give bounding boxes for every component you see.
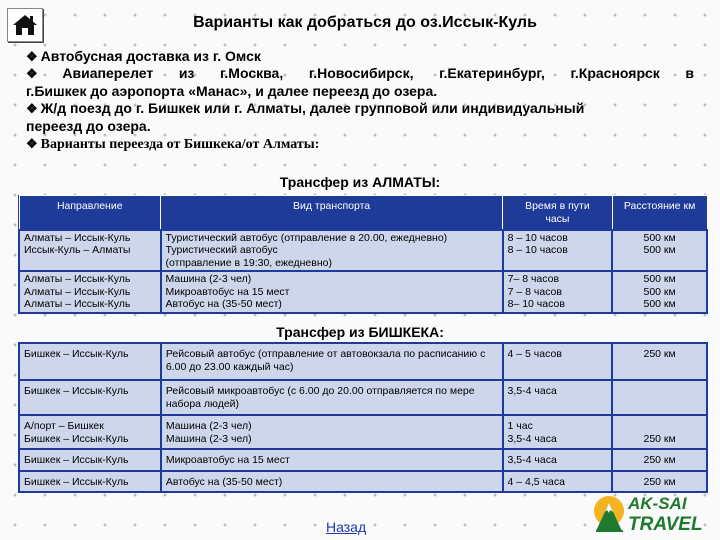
- cell-line: Алматы – Иссык-Куль: [24, 231, 131, 244]
- cell-distance: [612, 415, 707, 449]
- cell-line: 8 – 10 часов: [507, 244, 568, 256]
- intro-item-train-cont: переезд до озера.: [26, 117, 151, 134]
- cell-direction: Бишкек – Иссык-Куль: [19, 380, 161, 415]
- cell-time: 3,5-4 часа: [503, 449, 613, 471]
- cell-line: Туристический автобус: [165, 244, 278, 256]
- page-title: Варианты как добраться до оз.Иссык-Куль: [193, 14, 537, 31]
- cell-transport: Автобус на (35-50 мест): [161, 471, 503, 493]
- cell-line: Микроавтобус на 15 мест: [165, 285, 290, 298]
- diamond-bullet-icon: ❖: [26, 66, 60, 82]
- cell-line: 500 км: [643, 244, 676, 256]
- intro-item-bus: [26, 48, 694, 65]
- cell-direction: Бишкек – Иссык-Куль: [19, 449, 161, 471]
- logo-text-ak-sai: AK-SAI: [628, 494, 687, 513]
- cell-line: 7– 8 часов: [507, 273, 560, 285]
- table-row: [19, 380, 707, 415]
- cell-line: 500 км: [643, 273, 676, 285]
- intro-item-flight-cont: г.Бишкек до аэропорта «Манас», и далее переезд до озера.: [26, 82, 438, 99]
- table-header-row: [19, 196, 707, 230]
- cell-line: Машина (2-3 чел): [165, 432, 252, 445]
- cell-line: Алматы – Иссык-Куль: [24, 285, 131, 298]
- cell-time: 4 – 5 часов: [503, 343, 613, 380]
- cell-time: 4 – 4,5 часа: [503, 471, 613, 493]
- cell-transport: Рейсовый микроавтобус (с 6.00 до 20.00 отправляется по мере набора людей): [161, 380, 503, 415]
- cell-line: Иссык-Куль – Алматы: [24, 244, 131, 256]
- cell-distance: [612, 380, 707, 415]
- cell-distance: [612, 271, 707, 313]
- cell-direction: Бишкек – Иссык-Куль: [19, 343, 161, 380]
- cell-line: 500 км: [643, 285, 676, 298]
- bishkek-title: Трансфер из БИШКЕКА:: [276, 324, 444, 340]
- cell-direction: [19, 415, 161, 449]
- cell-transport: [161, 271, 503, 313]
- logo-text-travel: TRAVEL: [628, 514, 703, 535]
- intro-item-variants: [26, 135, 694, 153]
- cell-line: Машина (2-3 чел): [165, 273, 252, 285]
- intro-list: [26, 48, 694, 153]
- cell-direction: [19, 230, 161, 272]
- cell-distance: 250 км: [612, 343, 707, 380]
- bishkek-table: [18, 342, 708, 493]
- header-time: Время в пути часы: [503, 196, 613, 230]
- table-row: [19, 449, 707, 471]
- intro-text-train: Ж/д поезд до г. Бишкек или г. Алматы, далее групповой или индивидуальный: [40, 100, 585, 117]
- ak-sai-travel-logo: [592, 487, 718, 537]
- cell-line: Бишкек – Иссык-Куль: [24, 432, 129, 445]
- diamond-bullet-icon: ❖: [26, 136, 38, 152]
- cell-transport: [161, 415, 503, 449]
- cell-line: Автобус на (35-50 мест): [165, 298, 282, 310]
- intro-item-train: [26, 100, 694, 117]
- cell-direction: Бишкек – Иссык-Куль: [19, 471, 161, 493]
- cell-transport: Микроавтобус на 15 мест: [161, 449, 503, 471]
- cell-distance: 250 км: [612, 471, 707, 493]
- cell-line: 8 – 10 часов: [507, 231, 568, 244]
- cell-line: 7 – 8 часов: [507, 285, 562, 298]
- cell-time: 3,5-4 часа: [503, 380, 613, 415]
- intro-text-variants: Варианты переезда от Бишкека/от Алматы:: [40, 137, 320, 153]
- intro-text-flight: Авиаперелет из г.Москва, г.Новосибирск, г.Екатеринбург, г.Красноярск в: [62, 65, 695, 82]
- cell-line: 1 час: [507, 420, 533, 432]
- table-row: [19, 271, 707, 313]
- almaty-table: [18, 195, 708, 314]
- intro-item-flight: [26, 65, 694, 82]
- cell-line: 3,5-4 часа: [507, 432, 557, 445]
- cell-line: (отправление в 19:30, ежедневно): [165, 256, 332, 269]
- header-transport: Вид транспорта: [161, 196, 503, 230]
- cell-line: 250 км: [643, 432, 676, 445]
- cell-time: [503, 415, 613, 449]
- cell-distance: 250 км: [612, 449, 707, 471]
- intro-text-bus: Автобусная доставка из г. Омск: [40, 48, 261, 64]
- cell-line: А/порт – Бишкек: [24, 420, 104, 432]
- header-direction: Направление: [19, 196, 161, 230]
- almaty-title: Трансфер из АЛМАТЫ:: [279, 174, 441, 190]
- header-distance: Расстояние км: [612, 196, 707, 230]
- cell-line: Машина (2-3 чел): [165, 420, 252, 432]
- cell-line: 8– 10 часов: [507, 298, 565, 310]
- cell-line: Туристический автобус (отправление в 20.00, ежедневно): [165, 231, 448, 244]
- cell-line: Алматы – Иссык-Куль: [24, 273, 131, 285]
- table-row: [19, 415, 707, 449]
- cell-line: 500 км: [643, 231, 676, 244]
- mountain-logo-icon: [594, 496, 624, 531]
- cell-time: [503, 271, 613, 313]
- cell-line: [617, 420, 702, 433]
- cell-line: 500 км: [643, 298, 676, 310]
- table-row: [19, 230, 707, 272]
- cell-direction: [19, 271, 161, 313]
- diamond-bullet-icon: ❖: [26, 101, 38, 117]
- table-row: [19, 343, 707, 380]
- cell-time: [503, 230, 613, 272]
- back-link[interactable]: Назад: [326, 519, 367, 535]
- cell-distance: [612, 230, 707, 272]
- cell-line: Алматы – Иссык-Куль: [24, 298, 131, 310]
- cell-transport: Рейсовый автобус (отправление от автовокзала по расписанию с 6.00 до 23.00 каждый час): [161, 343, 503, 380]
- cell-transport: [161, 230, 503, 272]
- diamond-bullet-icon: ❖: [26, 49, 38, 64]
